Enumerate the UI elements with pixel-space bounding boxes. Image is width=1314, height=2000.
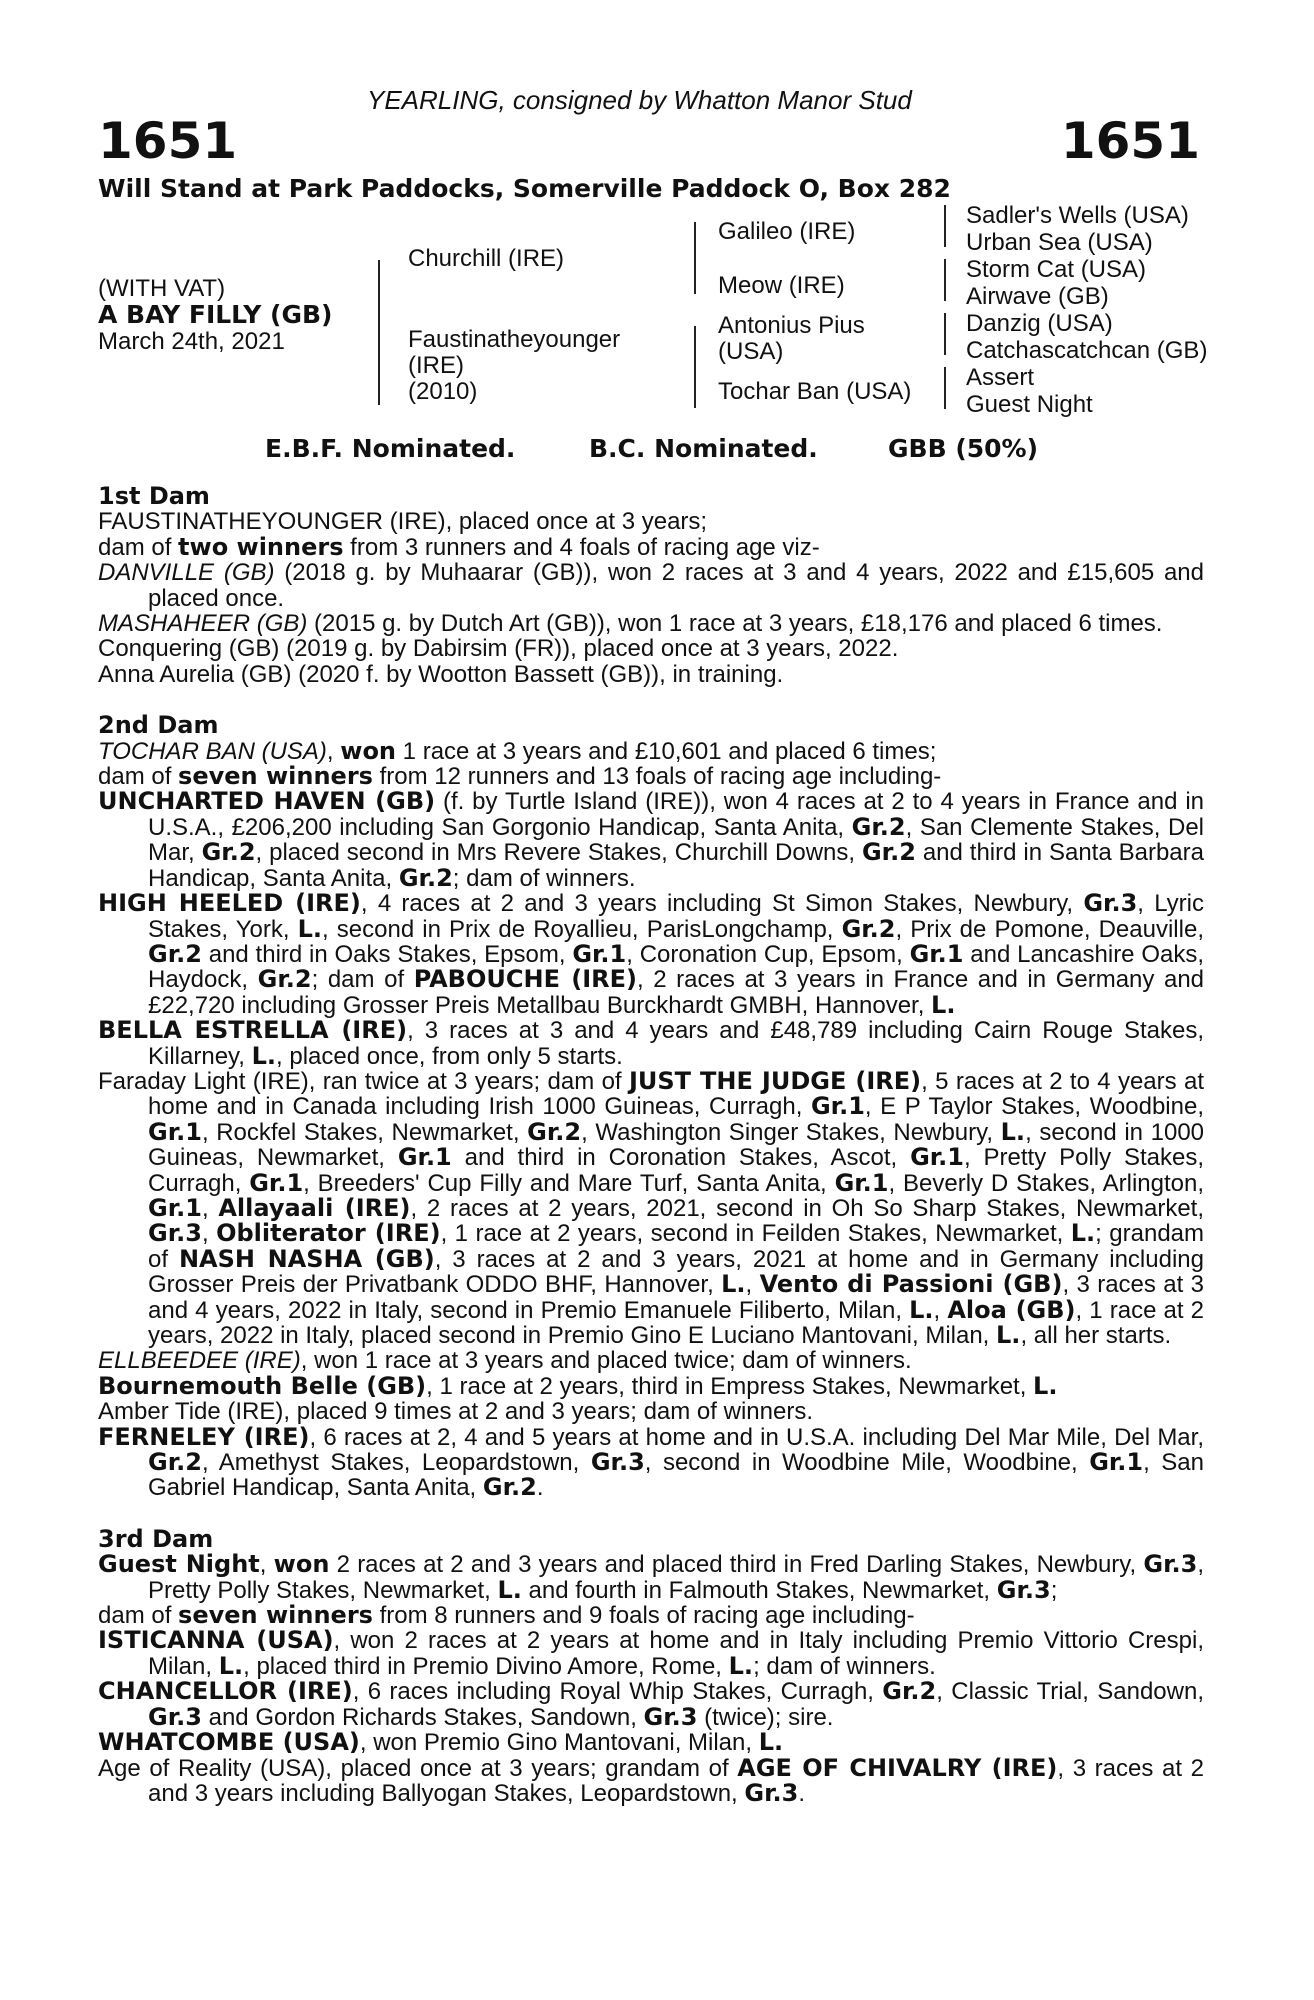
sire-sire-sire: Sadler's Wells (USA) [966, 202, 1189, 229]
produce-uncharted-haven: UNCHARTED HAVEN (GB) (f. by Turtle Island (IRE)), won 4 races at 2 to 4 years in France and in U.S.A., £206,200 including San Gorgonio Handicap, Santa Anita, Gr.2, San Clemente Stakes, Del Mar, Gr.2, placed second in Mrs Revere Stakes, Churchill Downs, Gr.2 and third in Santa Barbara Handicap, Santa Anita, Gr.2; dam of winners. [98, 787, 1204, 892]
produce-ferneley: FERNELEY (IRE), 6 races at 2, 4 and 5 years at home and in U.S.A. including Del Mar Mile, Del Mar, Gr.2, Amethyst Stakes, Leopardstown, Gr.3, second in Woodbine Mile, Woodbine, Gr.1, San Gabriel Handicap, Santa Anita, Gr.2. [98, 1422, 1205, 1502]
sire-sire: Galileo (IRE) [718, 218, 856, 245]
pedigree-brace-3a [944, 205, 946, 247]
produce-bournemouth-belle: Bournemouth Belle (GB), 1 race at 2 years, third in Empress Stakes, Newmarket, L. [98, 1371, 1058, 1400]
dam-dam-dam: Guest Night [966, 391, 1093, 418]
first-dam-line: FAUSTINATHEYOUNGER (IRE), placed once at 3 years; [98, 508, 708, 536]
dam-dam: Tochar Ban (USA) [718, 378, 912, 405]
sire-sire-dam: Urban Sea (USA) [966, 229, 1153, 256]
ebf-nomination: E.B.F. Nominated. [265, 434, 516, 463]
lot-number-left: 1651 [98, 112, 238, 170]
dam-sire-sire: Danzig (USA) [966, 310, 1113, 337]
produce-conquering: Conquering (GB) (2019 g. by Dabirsim (FR)), placed once at 3 years, 2022. [98, 635, 899, 663]
second-dam-produce-intro: dam of seven winners from 12 runners and 13 foals of racing age including- [98, 762, 942, 791]
produce-high-heeled: HIGH HEELED (IRE), 4 races at 2 and 3 years including St Simon Stakes, Newbury, Gr.3, Lyric Stakes, York, L., second in Prix de Royallieu, ParisLongchamp, Gr.2, Prix de Pomone, Deauville, Gr.2 and third in Oaks Stakes, Epsom, Gr.1, Coronation Cup, Epsom, Gr.1 and Lancashire Oaks, Haydock, Gr.2; dam of PABOUCHE (IRE), 2 races at 3 years in France and in Germany and £22,720 including Grosser Preis Metallbau Burckhardt GMBH, Hannover, L. [98, 889, 1205, 1019]
stand-location: Will Stand at Park Paddocks, Somerville Paddock O, Box 282 [98, 174, 951, 203]
dam-line3: (2010) [408, 378, 478, 405]
second-dam-heading: 2nd Dam [98, 711, 219, 740]
horse-dob: March 24th, 2021 [98, 328, 285, 355]
dam-line1: Faustinatheyounger [408, 326, 621, 353]
first-dam-heading: 1st Dam [98, 482, 210, 510]
sire-dam-sire: Storm Cat (USA) [966, 256, 1147, 283]
produce-mashaheer: MASHAHEER (GB) (2015 g. by Dutch Art (GB)), won 1 race at 3 years, £18,176 and placed 6 times. [98, 610, 1163, 638]
pedigree-brace-1 [378, 260, 380, 405]
dam-sire-dam: Catchascatchcan (GB) [966, 337, 1208, 364]
produce-faraday-light: Faraday Light (IRE), ran twice at 3 years; dam of JUST THE JUDGE (IRE), 5 races at 2 to 4 years at home and in Canada including Irish 1000 Guineas, Curragh, Gr.1, E P Taylor Stakes, Woodbine, Gr.1, Rockfel Stakes, Newmarket, Gr.2, Washington Singer Stakes, Newbury, L., second in 1000 Guineas, Newmarket, Gr.1 and third in Coronation Stakes, Ascot, Gr.1, Pretty Polly Stakes, Curragh, Gr.1, Breeders' Cup Filly and Mare Turf, Santa Anita, Gr.1, Beverly D Stakes, Arlington, Gr.1, Allayaali (IRE), 2 races at 2 years, 2021, second in Oh So Sharp Stakes, Newmarket, Gr.3, Obliterator (IRE), 1 race at 2 years, second in Feilden Stakes, Newmarket, L.; grandam of NASH NASHA (GB), 3 races at 2 and 3 years, 2021 at home and in Germany including Grosser Preis der Privatbank ODDO BHF, Hannover, L., Vento di Passioni (GB), 3 races at 3 and 4 years, 2022 in Italy, second in Premio Emanuele Filiberto, Milan, L., Aloa (GB), 1 race at 2 years, 2022 in Italy, placed second in Premio Gino E Luciano Mantovani, Milan, L., all her starts. [98, 1066, 1205, 1349]
produce-whatcombe: WHATCOMBE (USA), won Premio Gino Mantovani, Milan, L. [98, 1728, 784, 1757]
produce-amber-tide: Amber Tide (IRE), placed 9 times at 2 and 3 years; dam of winners. [98, 1398, 813, 1426]
pedigree-brace-3d [944, 367, 946, 409]
pedigree-brace-3b [944, 259, 946, 301]
produce-age-of-reality: Age of Reality (USA), placed once at 3 years; grandam of AGE OF CHIVALRY (IRE), 3 races at 2 and 3 years including Ballyogan Stakes, Leopardstown, Gr.3. [98, 1753, 1204, 1807]
consignor-subtitle: YEARLING, consigned by Whatton Manor Stud [367, 85, 912, 115]
third-dam-line: Guest Night, won 2 races at 2 and 3 years and placed third in Fred Darling Stakes, Newbury, Gr.3, Pretty Polly Stakes, Newmarket, L. and fourth in Falmouth Stakes, Newmarket, Gr.3; [98, 1550, 1204, 1604]
pedigree-brace-2b [694, 326, 696, 408]
pedigree-brace-3c [944, 313, 946, 355]
pedigree-brace-2a [694, 222, 696, 294]
dam-sire-line1: Antonius Pius [718, 312, 865, 339]
produce-isticanna: ISTICANNA (USA), won 2 races at 2 years at home and in Italy including Premio Vittorio Crespi, Milan, L., placed third in Premio Divino Amore, Rome, L.; dam of winners. [98, 1626, 1204, 1680]
gbb-status: GBB (50%) [888, 434, 1039, 463]
produce-anna-aurelia: Anna Aurelia (GB) (2020 f. by Wootton Bassett (GB)), in training. [98, 660, 784, 688]
horse-name: A BAY FILLY (GB) [98, 300, 333, 329]
vat-label: (WITH VAT) [98, 275, 226, 302]
second-dam-line: TOCHAR BAN (USA), won 1 race at 3 years and £10,601 and placed 6 times; [98, 736, 937, 765]
first-dam-produce-intro: dam of two winners from 3 runners and 4 foals of racing age viz- [98, 532, 820, 561]
produce-chancellor: CHANCELLOR (IRE), 6 races including Royal Whip Stakes, Curragh, Gr.2, Classic Trial, Sandown, Gr.3 and Gordon Richards Stakes, Sandown, Gr.3 (twice); sire. [98, 1677, 1204, 1731]
catalogue-body [98, 484, 1204, 1806]
sire-dam: Meow (IRE) [718, 272, 845, 299]
sire-dam-dam: Airwave (GB) [966, 283, 1109, 310]
produce-bella-estrella: BELLA ESTRELLA (IRE), 3 races at 3 and 4 years and £48,789 including Cairn Rouge Stakes, Killarney, L., placed once, from only 5 starts. [98, 1016, 1204, 1070]
dam-sire-line2: (USA) [718, 338, 784, 365]
produce-danville: DANVILLE (GB) (2018 g. by Muhaarar (GB)), won 2 races at 3 and 4 years, 2022 and £15,605 and placed once. [98, 559, 1204, 612]
dam-line2: (IRE) [408, 352, 464, 379]
dam-dam-sire: Assert [966, 364, 1035, 391]
third-dam-produce-intro: dam of seven winners from 8 runners and 9 foals of racing age including- [98, 1601, 915, 1630]
produce-ellbeedee: ELLBEEDEE (IRE), won 1 race at 3 years and placed twice; dam of winners. [98, 1347, 912, 1375]
third-dam-heading: 3rd Dam [98, 1524, 214, 1553]
bc-nomination: B.C. Nominated. [589, 434, 818, 463]
lot-number-right: 1651 [1060, 112, 1200, 170]
sire: Churchill (IRE) [408, 245, 565, 272]
